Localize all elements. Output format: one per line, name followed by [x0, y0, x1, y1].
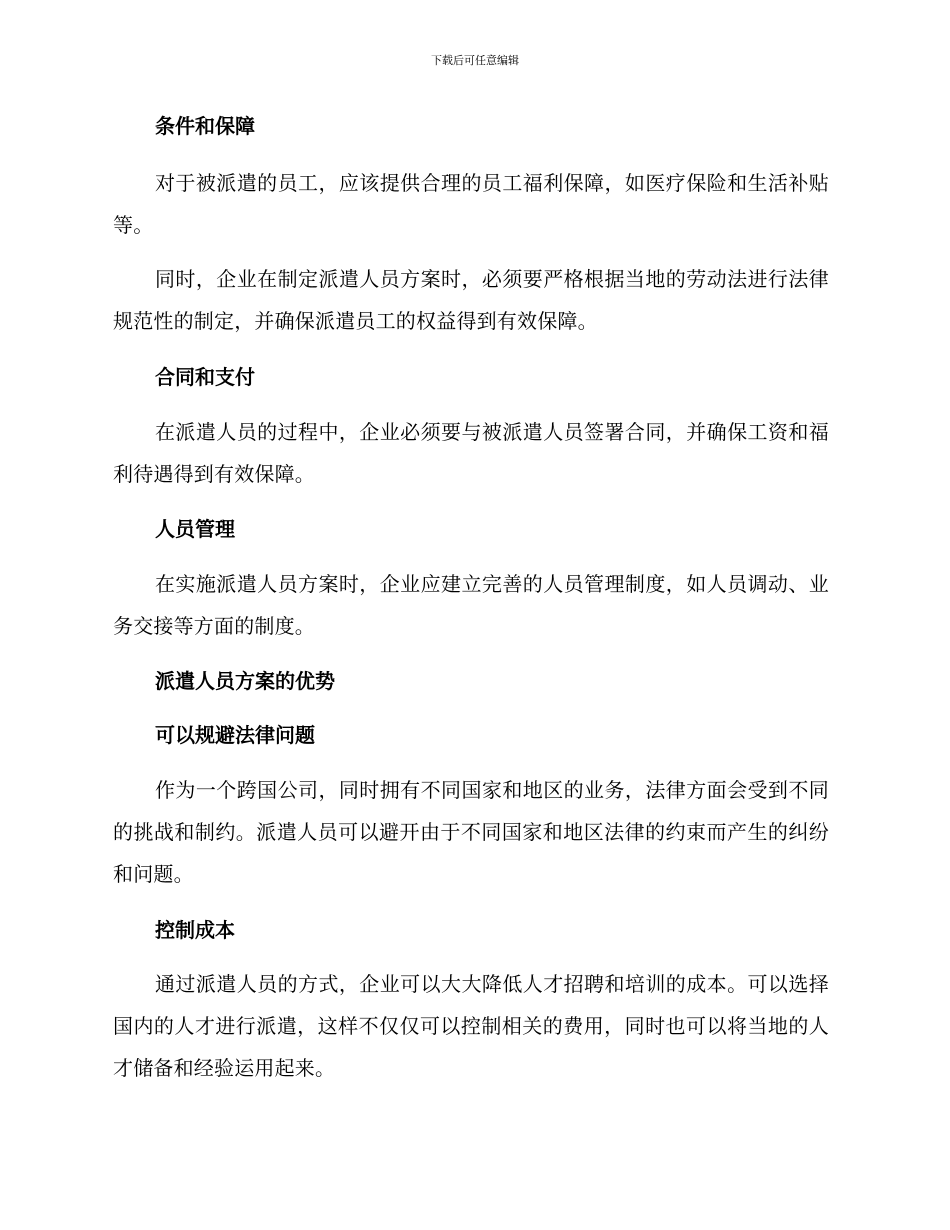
- section-heading-advantages: 派遣人员方案的优势: [155, 669, 335, 693]
- paragraph-labor-law: 同时，企业在制定派遣人员方案时，必须要严格根据当地的劳动法进行法律规范性的制定，并确保派遣员工的权益得到有效保障。: [113, 267, 829, 333]
- section-heading-cost: 控制成本: [155, 918, 235, 942]
- section-heading-legal: 可以规避法律问题: [155, 723, 315, 747]
- paragraph-benefits: 对于被派遣的员工，应该提供合理的员工福利保障，如医疗保险和生活补贴等。: [113, 171, 829, 237]
- section-heading-contract: 合同和支付: [155, 365, 255, 389]
- paragraph-management: 在实施派遣人员方案时，企业应建立完善的人员管理制度，如人员调动、业务交接等方面的制度。: [113, 572, 829, 638]
- paragraph-cost: 通过派遣人员的方式，企业可以大大降低人才招聘和培训的成本。可以选择国内的人才进行派遣，这样不仅仅可以控制相关的费用，同时也可以将当地的人才储备和经验运用起来。: [113, 972, 829, 1080]
- header-note: 下载后可任意编辑: [431, 54, 519, 67]
- paragraph-legal: 作为一个跨国公司，同时拥有不同国家和地区的业务，法律方面会受到不同的挑战和制约。派遣人员可以避开由于不同国家和地区法律的约束而产生的纠纷和问题。: [113, 778, 829, 886]
- section-heading-conditions: 条件和保障: [155, 114, 255, 138]
- section-heading-management: 人员管理: [155, 517, 235, 541]
- paragraph-contract: 在派遣人员的过程中，企业必须要与被派遣人员签署合同，并确保工资和福利待遇得到有效保障。: [113, 420, 829, 486]
